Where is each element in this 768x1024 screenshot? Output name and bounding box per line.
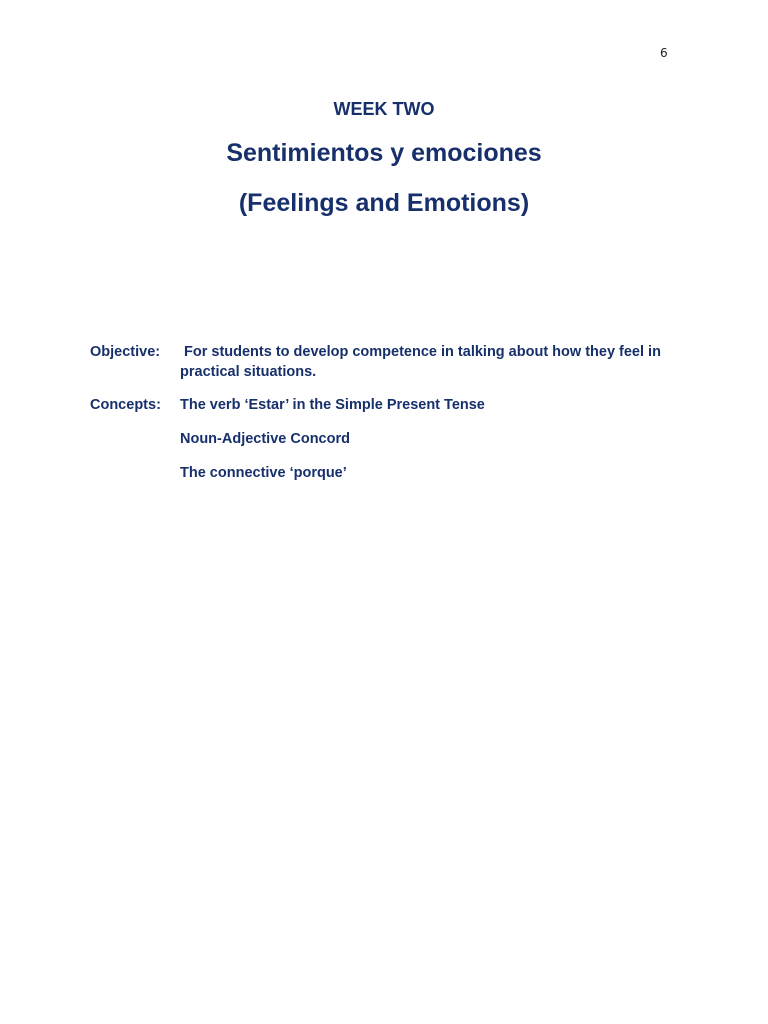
concept-item-3: The connective ‘porque’ [180,465,347,481]
title-spanish: Sentimientos y emociones [226,139,542,167]
page-number: 6 [660,46,668,60]
objective-text: For students to develop competence in talking about how they feel in practical situations. [180,344,661,380]
concept-item-1: The verb ‘Estar’ in the Simple Present Tense [180,397,485,413]
concepts-term: Concepts: [90,397,161,413]
concept-item-2: Noun-Adjective Concord [180,431,350,447]
week-label: WEEK TWO [333,99,435,119]
title-english: (Feelings and Emotions) [238,189,530,217]
objective-term: Objective: [90,344,161,360]
